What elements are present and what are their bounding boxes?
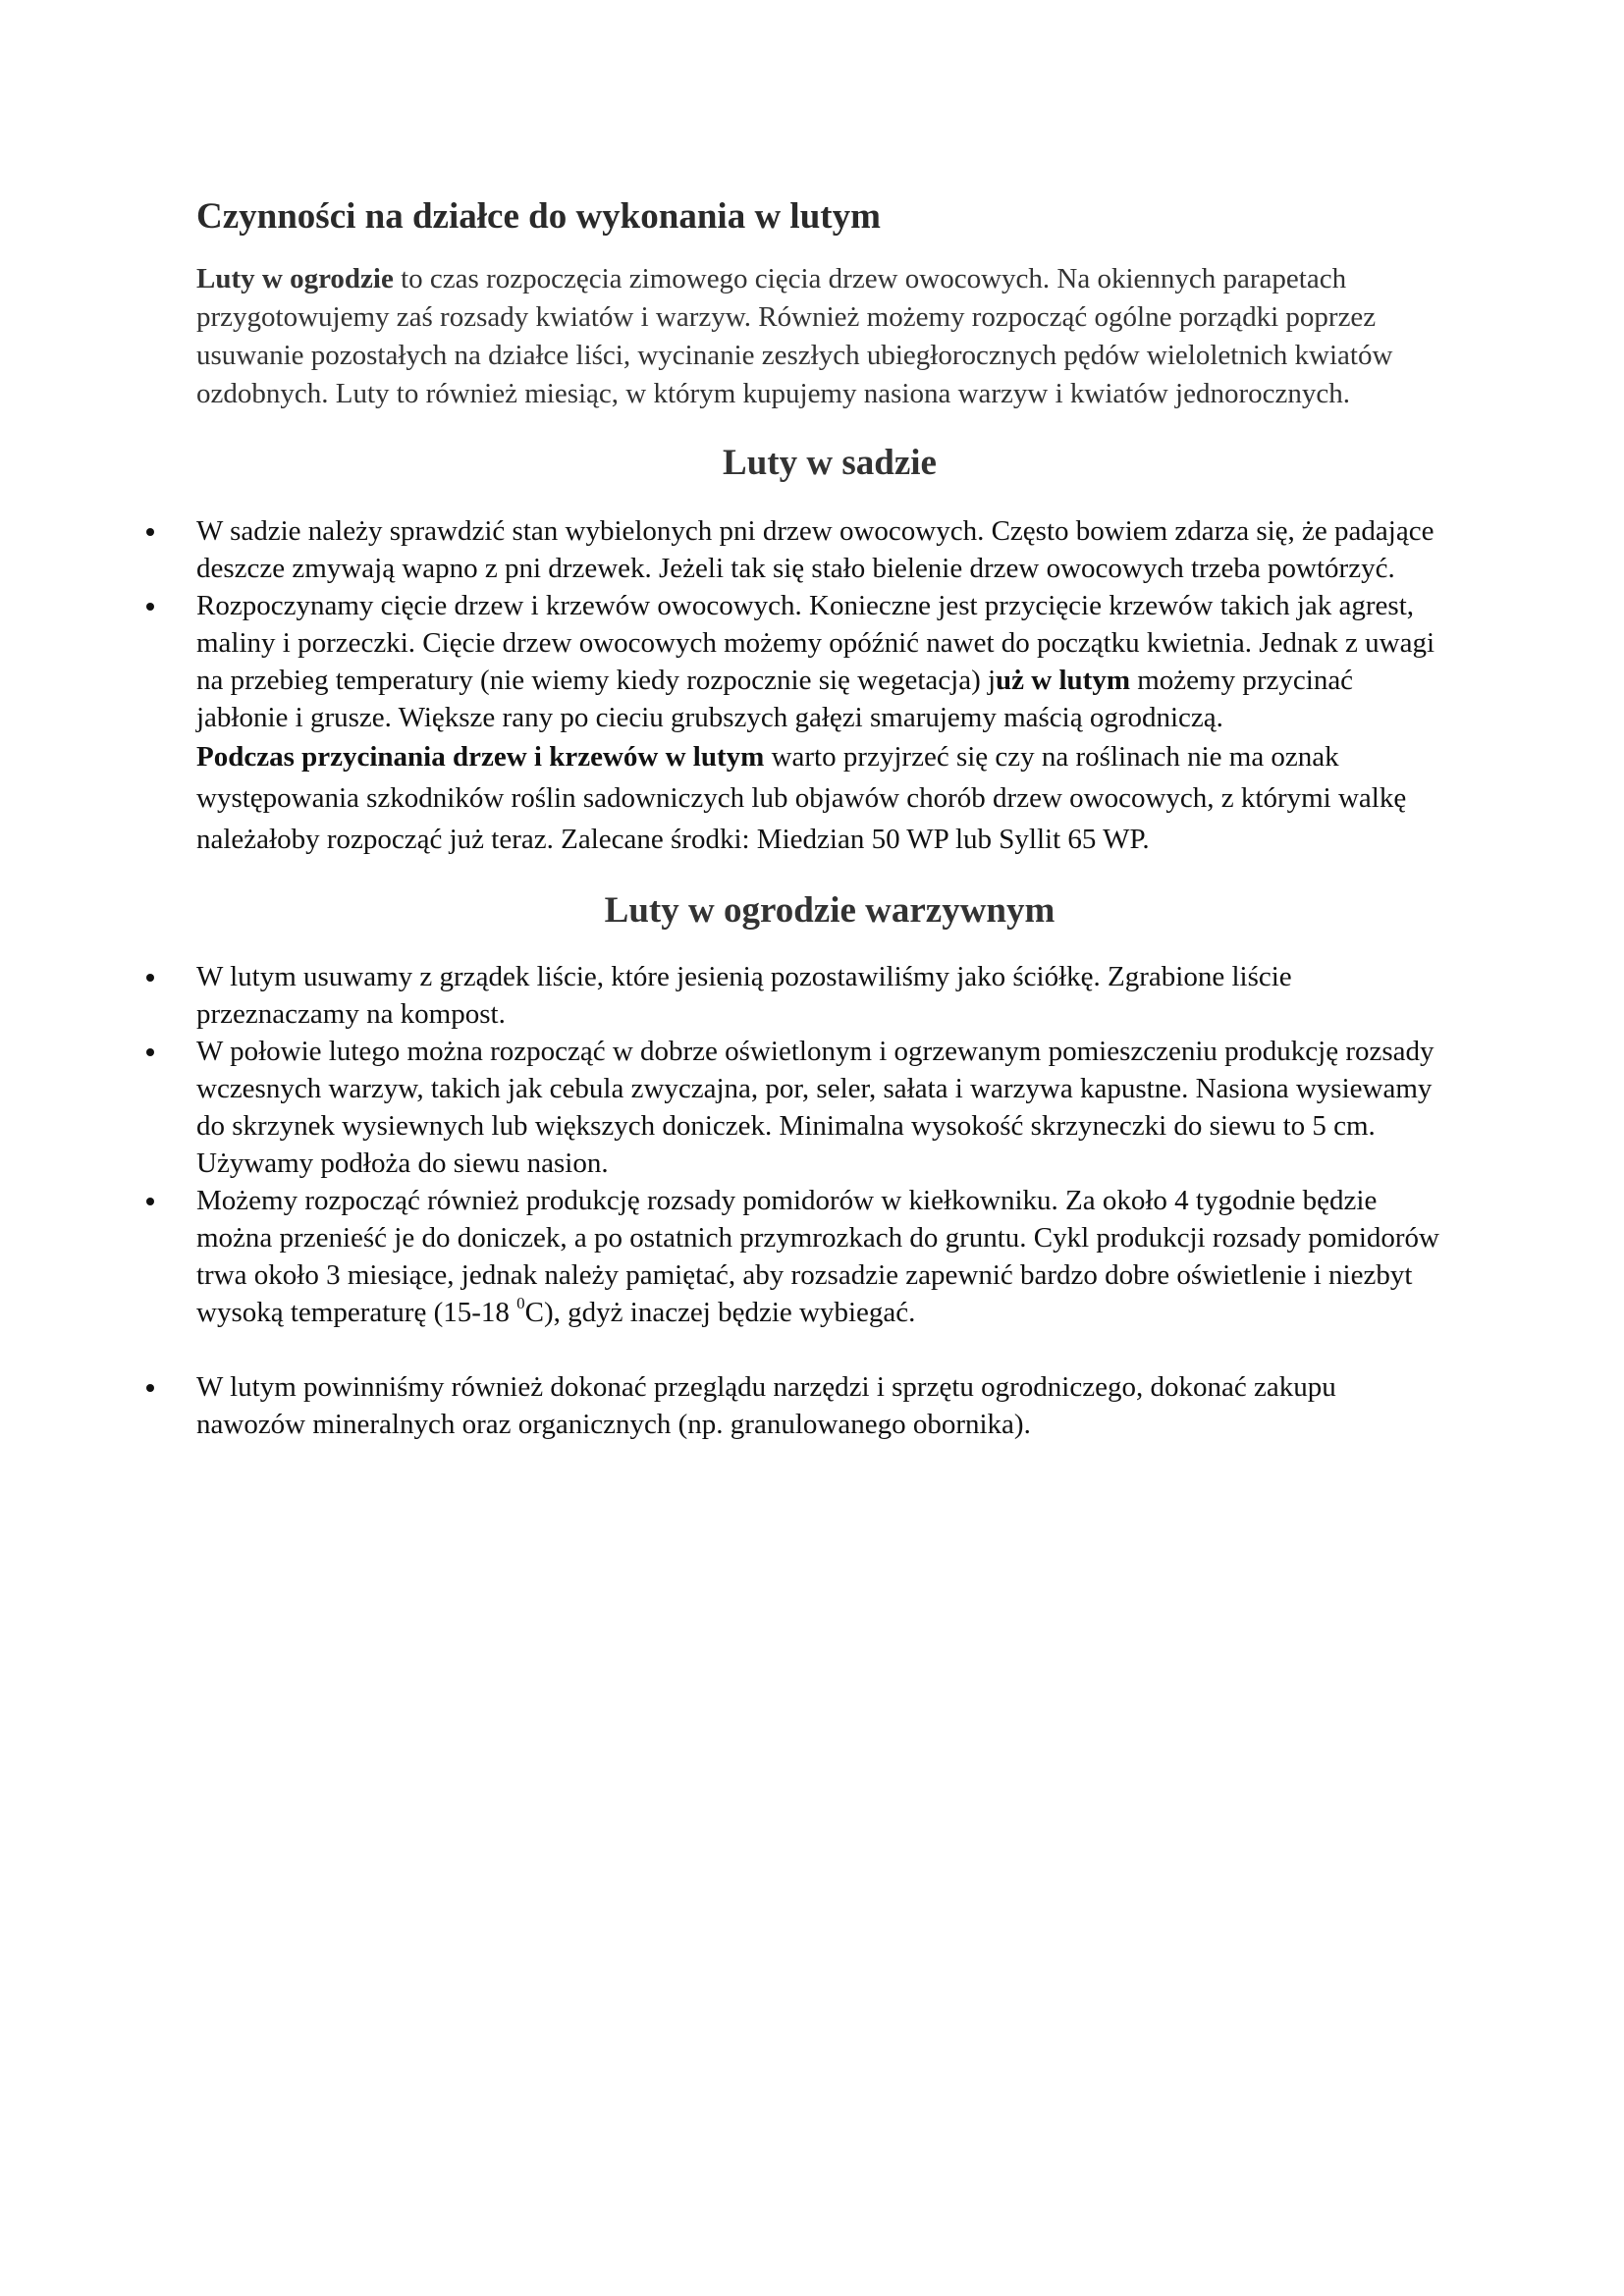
bullet-icon [146, 1384, 154, 1392]
intro-lead-bold: Luty w ogrodzie [196, 263, 394, 294]
section-heading-sad: Luty w sadzie [723, 443, 937, 483]
section-heading-warzywny: Luty w ogrodzie warzywnym [604, 890, 1056, 931]
list-item [196, 1033, 1443, 1182]
list-item [196, 1182, 1443, 1331]
list-item-text: C), gdyż inaczej będzie wybiegać. [524, 1297, 916, 1328]
intro-text: to czas rozpoczęcia zimowego cięcia drzew owocowych. Na okiennych parapetach przygotowujemy zaś rozsady kwiatów i warzyw. Również możemy rozpocząć ogólne porządki poprzez usuwanie pozostałych na działce liści, wycinanie zeszłych ubiegłorocznych pędów wieloletnich kwiatów ozdobnych. Luty to również miesiąc, w którym kupujemy nasiona warzyw i kwiatów jednorocznych. [196, 263, 1393, 409]
bullet-icon [146, 974, 154, 982]
warzywny-list [196, 958, 1443, 1443]
list-item-text: W sadzie należy sprawdzić stan wybielonych pni drzew owocowych. Często bowiem zdarza się, że padające deszcze zmywają wapno z pni drzewek. Jeżeli tak się stało bielenie drzew owocowych trzeba powtórzyć. [196, 515, 1435, 584]
list-item-text: możemy przycinać jabłonie i grusze. Większe rany po cieciu grubszych gałęzi smarujemy maścią ogrodniczą. [196, 665, 1354, 733]
list-item-text: W połowie lutego można rozpocząć w dobrze oświetlonym i ogrzewanym pomieszczeniu produkcję rozsady wczesnych warzyw, takich jak cebula zwyczajna, por, seler, sałata i warzywa kapustne. Nasiona wysiewamy do skrzynek wysiewnych lub większych doniczek. Minimalna wysokość skrzyneczki do siewu to 5 cm. Używamy podłoża do siewu nasion. [196, 1036, 1435, 1179]
intro-paragraph [196, 260, 1443, 413]
bullet-icon [146, 1198, 154, 1205]
list-item-text: W lutym powinniśmy również dokonać przeglądu narzędzi i sprzętu ogrodniczego, dokonać zakupu nawozów mineralnych oraz organicznych (np. granulowanego obornika). [196, 1371, 1336, 1440]
list-item-text: W lutym usuwamy z grządek liście, które jesienią pozostawiliśmy jako ściółkę. Zgrabione liście przeznaczamy na kompost. [196, 961, 1292, 1030]
list-item-text: Rozpoczynamy cięcie drzew i krzewów owocowych. Konieczne jest przycięcie krzewów takich jak agrest, maliny i porzeczki. Cięcie drzew owocowych możemy opóźnić nawet do początku kwietnia. Jednak z uwagi na przebieg temperatury (nie wiemy kiedy rozpocznie się wegetacja) j [196, 590, 1435, 696]
pruning-note [196, 736, 1443, 860]
list-item-text: Możemy rozpocząć również produkcję rozsady pomidorów w kiełkowniku. Za około 4 tygodnie będzie można przenieść je do doniczek, a po ostatnich przymrozkach do gruntu. Cykl produkcji rozsady pomidorów trwa około 3 miesiące, jednak należy pamiętać, aby rozsadzie zapewnić bardzo dobre oświetlenie i niezbyt wysoką temperaturę (15-18 [196, 1185, 1439, 1328]
list-item [196, 587, 1443, 860]
pruning-note-text: warto przyjrzeć się czy na roślinach nie ma oznak występowania szkodników roślin sadowniczych lub objawów chorób drzew owocowych, z którymi walkę należałoby rozpocząć już teraz. Zalecane środki: Miedzian 50 WP lub Syllit 65 WP. [196, 741, 1407, 855]
list-item [196, 1368, 1443, 1443]
sad-list [196, 512, 1443, 860]
document-title: Czynności na działce do wykonania w lutym [196, 196, 881, 237]
list-item [196, 958, 1443, 1033]
bullet-icon [146, 528, 154, 536]
document-content [196, 191, 1443, 1443]
degree-superscript: 0 [516, 1294, 525, 1313]
list-item-bold: uż w lutym [996, 665, 1130, 696]
pruning-note-bold: Podczas przycinania drzew i krzewów w lutym [196, 741, 765, 773]
bullet-icon [146, 603, 154, 611]
list-item [196, 512, 1443, 587]
bullet-icon [146, 1048, 154, 1056]
